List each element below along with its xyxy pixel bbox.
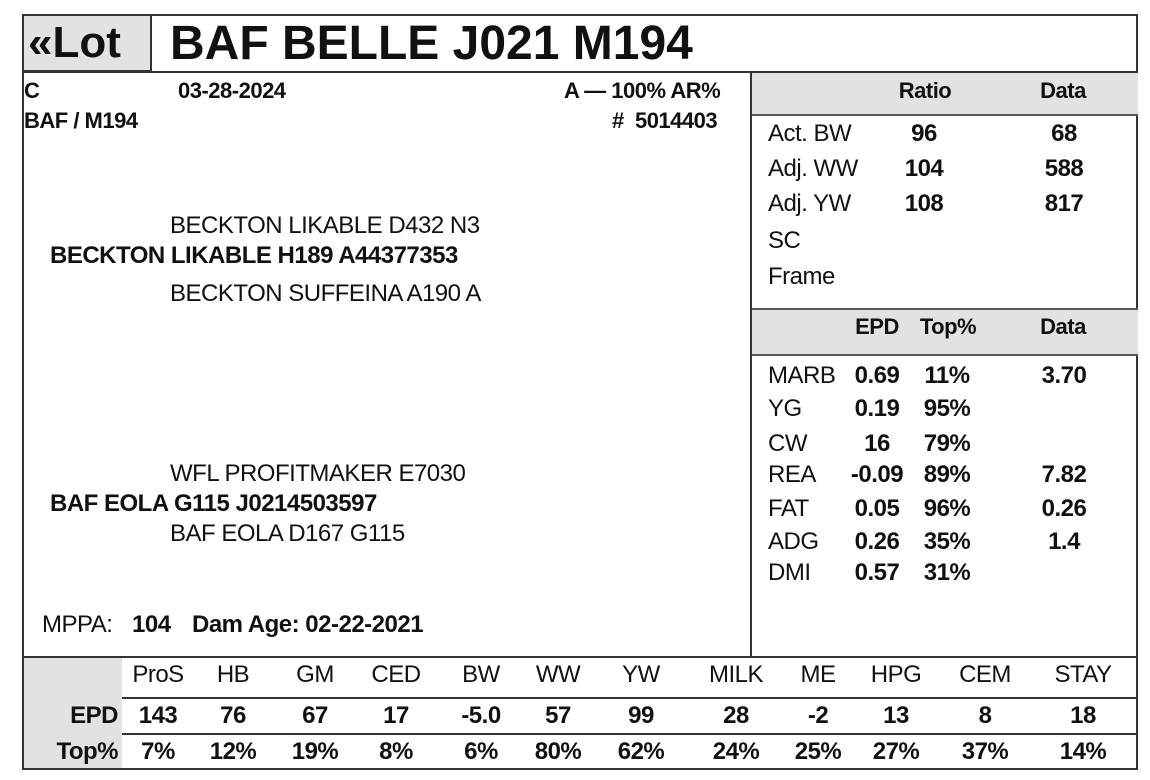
sire-sire: BECKTON LIKABLE D432 N3 [170,212,480,239]
carcass-row-epd: 0.19 [854,395,900,422]
carcass-row-top: 35% [923,528,971,555]
epd-value: 57 [545,702,571,729]
epd-table-top-line [22,656,1138,658]
perf-row-label: Act. BW [768,120,852,147]
epd-column-header: CED [371,661,421,688]
perf-header-line [752,114,1138,116]
perf-data-header: Data [1040,78,1086,103]
top-pct-value: 27% [872,738,920,765]
dam-dam: BAF EOLA D167 G115 [170,520,405,547]
carcass-row-epd: 0.05 [854,495,900,522]
carcass-row-label: ADG [768,528,819,555]
carcass-row-label: FAT [768,495,809,522]
perf-row-label: SC [768,227,801,254]
lot-label: «Lot [28,18,121,67]
perf-row-label: Frame [768,263,835,290]
top-pct-value: 24% [712,738,760,765]
epd-row-label: EPD [70,702,118,729]
epd-value: 13 [883,702,909,729]
breed: A — 100% AR% [564,78,721,103]
epd-table-header-line [122,697,1138,699]
sex: C [24,78,40,103]
epd-column-header: GM [296,661,334,688]
dam-age: Dam Age: 02-22-2021 [192,611,424,638]
epd-value: 67 [302,702,328,729]
epd-value: 17 [383,702,409,729]
perf-row-ratio: 104 [904,155,944,182]
carcass-row-top: 11% [924,362,970,389]
prefix-tag: BAF / M194 [24,108,138,133]
mppa-label: MPPA: [42,611,113,638]
carcass-top-header: Top% [919,314,977,339]
carcass-epd-header: EPD [855,314,899,339]
epd-column-header: ME [800,661,836,688]
top-pct-value: 12% [209,738,257,765]
birth-date: 03-28-2024 [178,78,286,103]
top-pct-value: 80% [534,738,582,765]
lot-label-box [22,14,152,72]
carcass-data-header: Data [1040,314,1086,339]
epd-column-header: STAY [1054,661,1112,688]
carcass-row-data: 7.82 [1041,461,1087,488]
epd-value: -5.0 [461,702,501,729]
epd-value: -2 [807,702,829,729]
top-pct-value: 25% [794,738,842,765]
epd-column-header: HB [216,661,250,688]
epd-table-row-line [122,733,1138,735]
sire-dam: BECKTON SUFFEINA A190 A [170,280,481,307]
epd-value: 76 [220,702,246,729]
epd-column-header: HPG [870,661,922,688]
carcass-row-epd: 0.26 [854,528,900,555]
perf-row-data: 68 [1051,120,1077,147]
carcass-row-top: 79% [923,430,971,457]
carcass-row-epd: 0.57 [854,559,900,586]
top-pct-value: 8% [379,738,413,765]
top-pct-row-label: Top% [56,738,118,765]
animal-name: BAF BELLE J021 M194 [170,17,693,70]
top-pct-value: 37% [961,738,1009,765]
epd-value: 18 [1070,702,1096,729]
carcass-row-label: CW [768,430,807,457]
carcass-row-label: MARB [768,362,836,389]
epd-column-header: CEM [959,661,1011,688]
epd-column-header: YW [622,661,660,688]
perf-row-label: Adj. WW [768,155,858,182]
epd-column-header: MILK [708,661,763,688]
epd-value: 99 [628,702,654,729]
epd-column-header: BW [462,661,500,688]
epd-column-header: WW [535,661,581,688]
top-pct-value: 62% [617,738,665,765]
carcass-row-data: 3.70 [1041,362,1087,389]
epd-column-header: ProS [132,661,184,688]
perf-row-label: Adj. YW [768,190,851,217]
mppa-value: 104 [132,611,171,638]
perf-row-data: 588 [1044,155,1084,182]
top-pct-value: 19% [291,738,339,765]
carcass-row-top: 95% [923,395,971,422]
carcass-row-epd: -0.09 [850,461,904,488]
perf-row-ratio: 108 [904,190,944,217]
carcass-header-line [752,354,1138,356]
panel-divider [750,71,752,657]
carcass-row-top: 96% [923,495,971,522]
carcass-row-label: YG [768,395,802,422]
carcass-row-label: REA [768,461,816,488]
carcass-row-epd: 0.69 [854,362,900,389]
top-pct-value: 6% [464,738,498,765]
perf-row-data: 817 [1044,190,1084,217]
registration-number: # 5014403 [612,108,718,133]
epd-value: 28 [723,702,749,729]
dam: BAF EOLA G115 J0214503597 [50,490,377,517]
dam-sire: WFL PROFITMAKER E7030 [170,460,466,487]
perf-ratio-header: Ratio [898,78,952,103]
top-pct-value: 14% [1059,738,1107,765]
sire: BECKTON LIKABLE H189 A44377353 [50,242,458,269]
epd-value: 143 [138,702,178,729]
carcass-row-top: 31% [923,559,971,586]
carcass-row-epd: 16 [864,430,890,457]
carcass-row-top: 89% [923,461,971,488]
carcass-row-label: DMI [768,559,811,586]
carcass-row-data: 0.26 [1041,495,1087,522]
top-pct-value: 7% [141,738,175,765]
epd-value: 8 [978,702,992,729]
carcass-row-data: 1.4 [1048,528,1080,555]
perf-row-ratio: 96 [911,120,937,147]
